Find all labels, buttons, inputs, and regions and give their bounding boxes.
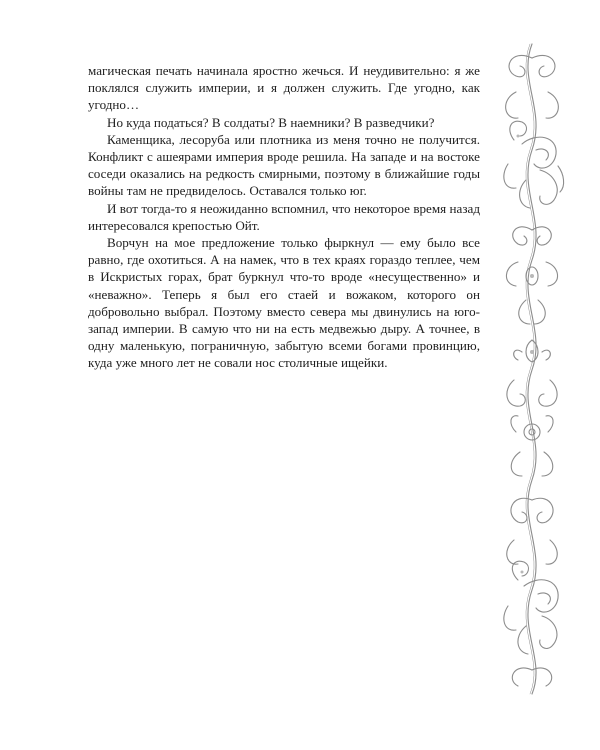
paragraph-5: Ворчун на мое предложение только фыркнул — ему было все равно, где охотиться. А на намек, что в тех краях гораздо теплее, чем в Искристых горах, брат буркнул что-то вроде «несущественно» и «неважно». Теперь я был его стаей и вожаком, которого он добровольно выбрал. Поэтому вместо севера мы двинулись на юго-запад империи. В самую что ни на есть медвежью дыру. А точнее, в одну маленькую, пограничную, забытую всеми богами провинцию, куда уже много лет не совали нос столичные ищейки.	[88, 235, 480, 371]
paragraph-3: Каменщика, лесоруба или плотника из меня точно не получится. Конфликт с ашеярами империя вроде решила. На западе и на востоке соседи оказались на редкость смирными, поэтому в ближайшие годы войны там не предвиделось. Оставался только юг.	[88, 131, 480, 199]
paragraph-4: И вот тогда-то я неожиданно вспомнил, что некоторое время назад интересовался крепостью Ойт.	[88, 200, 480, 233]
floral-griffin-ornament-icon	[496, 40, 568, 698]
paragraph-1: магическая печать начинала яростно жечься. И неудивительно: я же поклялся служить империи, и я должен служить. Где угодно, как угодно…	[88, 63, 480, 113]
paragraph-2: Но куда податься? В солдаты? В наемники? В разведчики?	[107, 114, 435, 130]
body-text	[88, 62, 480, 372]
